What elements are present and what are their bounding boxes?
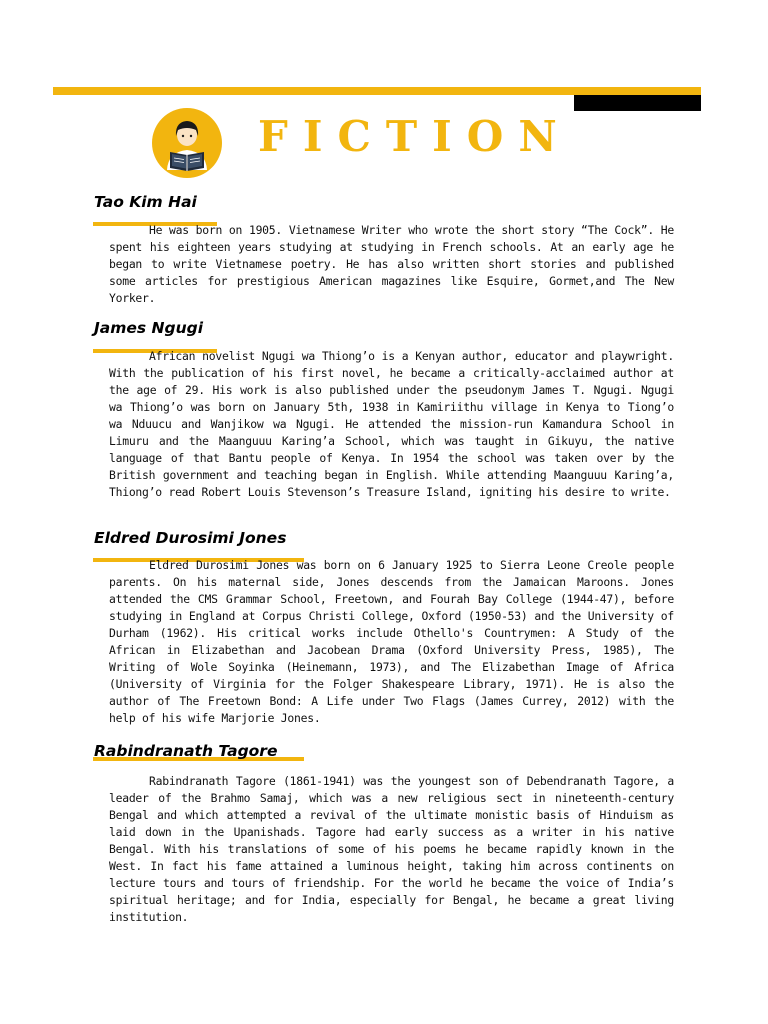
author-bio: He was born on 1905. Vietnamese Writer who wrote the short story “The Cock”. He spent his eighteen years studying at studying in French schools. At an early age he began to write Vietnamese poetry. He has also written short stories and published some articles for prestigious American magazines like Esquire, Gormet,and The New Yorker. [109, 223, 674, 305]
header-accent-bar [53, 87, 701, 95]
author-bio: Rabindranath Tagore (1861-1941) was the youngest son of Debendranath Tagore, a leader of the Brahmo Samaj, which was a new religious sect in nineteenth-century Bengal and which attempted a revival of the ultimate monistic basis of Hinduism as laid down in the Upanishads. Tagore had early success as a writer in his native Bengal. With his translations of some of his poems he became rapidly known in the West. In fact his fame attained a luminous height, taking him across continents on lecture tours and tours of friendship. For the world he became the voice of India’s spiritual heritage; and for India, especially for Bengal, he became a great living institution. [109, 774, 674, 924]
author-bio: Eldred Durosimi Jones was born on 6 January 1925 to Sierra Leone Creole people parents. On his maternal side, Jones descends from the Jamaican Maroons. Jones attended the CMS Grammar School, Freetown, and Fourah Bay College (1944-47), before studying in England at Corpus Christi College, Oxford (1950-53) and the University of Durham (1962). His critical works include Othello's Countrymen: A Study of the African in Elizabethan and Jacobean Drama (Oxford University Press, 1985), The Writing of Wole Soyinka (Heinemann, 1973), and The Elizabethan Image of Africa (University of Virginia for the Folger Shakespeare Library, 1971). He is also the author of The Freetown Bond: A Life under Two Flags (James Currey, 2012) with the help of his wife Marjorie Jones. [109, 558, 674, 725]
page-title: FICTION [258, 112, 572, 161]
author-bio: African novelist Ngugi wa Thiong’o is a Kenyan author, educator and playwright. With the publication of his first novel, he became a critically-acclaimed author at the age of 29. His work is also published under the pseudonym James T. Ngugi. Ngugi wa Thiong’o was born on January 5th, 1938 in Kamiriithu village in Kenya to Tiong’o wa Nduucu and Wanjikow wa Ngugi. He attended the mission-run Kamandura School in Limuru and the Maanguuu Karing’a School, which was taught in Gikuyu, the native language of that Bantu people of Kenya. In 1954 the school was taken over by the British government and teaching began in English. While attending Maanguuu Karing’a, Thiong’o read Robert Louis Stevenson’s Treasure Island, igniting his desire to write. [109, 349, 674, 499]
author-heading: James Ngugi [94, 319, 204, 337]
reader-icon [152, 108, 222, 178]
header-black-block [574, 95, 701, 111]
author-heading: Eldred Durosimi Jones [94, 529, 287, 547]
author-heading: Tao Kim Hai [94, 193, 197, 211]
author-heading: Rabindranath Tagore [94, 742, 278, 760]
